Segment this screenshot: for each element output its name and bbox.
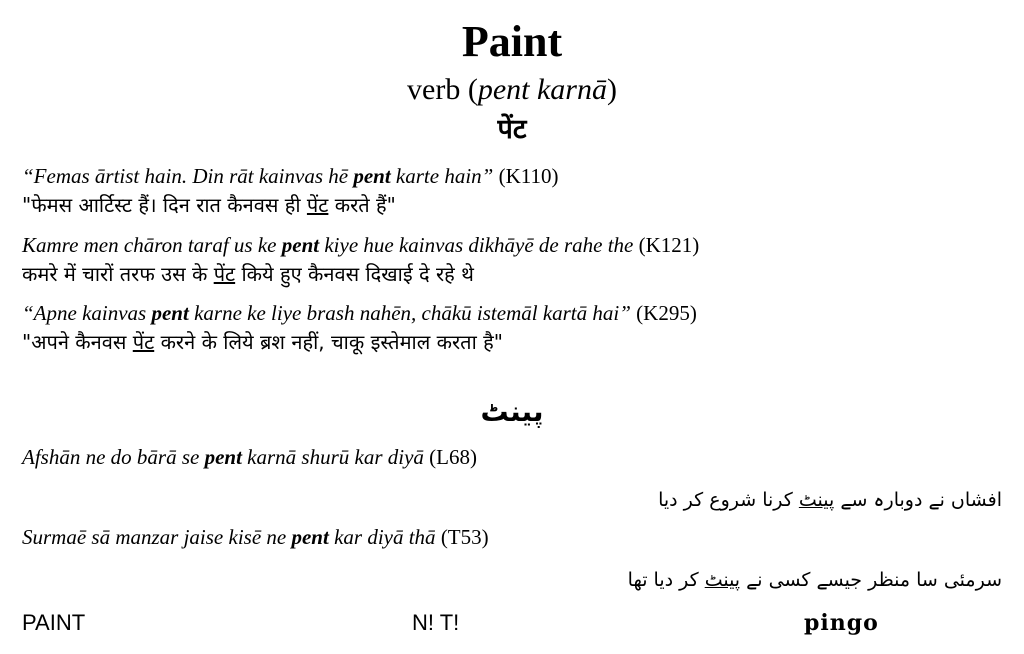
- urdu-example-transliteration-2: [22, 524, 489, 550]
- footer-right-label: pingo: [804, 610, 879, 636]
- urdu-headword: پینٹ: [480, 395, 544, 428]
- example-text-pre: “Apne kainvas: [22, 301, 152, 325]
- hindi-text-pre: "फेमस आर्टिस्ट हैं। दिन रात कैनवस ही: [22, 193, 307, 217]
- hindi-keyword: पेंट: [132, 330, 155, 354]
- urdu-example-transliteration-1: [22, 444, 477, 470]
- footer-left-label: PAINT: [22, 610, 86, 635]
- pos-open-paren: (: [460, 73, 478, 106]
- urdu-example-2: [628, 566, 1002, 594]
- example-text-pre: Afshān ne do bārā se: [22, 445, 205, 469]
- footer-middle-label: N! T!: [412, 610, 460, 635]
- hindi-headword: पेंट: [497, 114, 527, 145]
- example-transliteration-1: [22, 163, 558, 189]
- example-hindi-1: [22, 192, 396, 218]
- pos-close-paren: ): [606, 73, 617, 106]
- hindi-text-post: किये हुए कैनवस दिखाई दे रहे थे: [235, 262, 474, 286]
- example-keyword: pent: [281, 233, 320, 257]
- example-transliteration-2: [22, 232, 699, 258]
- example-reference: (T53): [435, 525, 489, 549]
- example-keyword: pent: [204, 445, 242, 469]
- urdu-keyword: پینٹ: [798, 489, 835, 511]
- hindi-keyword: पेंट: [306, 193, 329, 217]
- example-keyword: pent: [151, 301, 189, 325]
- example-reference: (L68): [423, 445, 477, 469]
- example-text-pre: Surmaē sā manzar jaise kisē ne: [22, 525, 292, 549]
- example-reference: (K295): [630, 301, 697, 325]
- example-text-pre: Kamre men chāron taraf us ke: [22, 233, 282, 257]
- part-of-speech-line: [0, 70, 1024, 110]
- urdu-keyword: پینٹ: [704, 569, 741, 591]
- urdu-text-pre: افشاں نے دوبارہ سے: [834, 489, 1002, 511]
- example-hindi-3: [22, 329, 503, 355]
- example-keyword: pent: [353, 164, 391, 188]
- example-text-post: karnā shurū kar diyā: [241, 445, 424, 469]
- example-hindi-2: [22, 261, 474, 287]
- example-text-post: karte hain”: [390, 164, 494, 188]
- example-text-pre: “Femas ārtist hain. Din rāt kainvas hē: [22, 164, 354, 188]
- headword: Paint: [461, 17, 563, 66]
- example-transliteration-3: [22, 300, 697, 326]
- hindi-text-post: करने के लिये ब्रश नहीं, चाकू इस्तेमाल करता है": [154, 330, 503, 354]
- example-reference: (K121): [633, 233, 700, 257]
- hindi-keyword: पेंट: [213, 262, 236, 286]
- example-text-post: karne ke liye brash nahēn, chākū istemāl kartā hai”: [188, 301, 631, 325]
- hindi-text-post: करते हैं": [328, 193, 396, 217]
- example-reference: (K110): [493, 164, 559, 188]
- example-text-post: kiye hue kainvas dikhāyē de rahe the: [319, 233, 634, 257]
- urdu-example-1: [658, 486, 1002, 514]
- pos-transliteration: pent karnā: [477, 73, 607, 106]
- urdu-text-post: کرنا شروع کر دیا: [658, 489, 799, 511]
- example-text-post: kar diyā thā: [328, 525, 436, 549]
- urdu-text-pre: سرمئی سا منظر جیسے کسی نے: [740, 569, 1002, 591]
- hindi-text-pre: "अपने कैनवस: [22, 330, 133, 354]
- hindi-text-pre: कमरे में चारों तरफ उस के: [22, 262, 214, 286]
- urdu-text-post: کر دیا تھا: [627, 569, 705, 591]
- example-keyword: pent: [291, 525, 329, 549]
- pos-label: verb: [407, 73, 461, 106]
